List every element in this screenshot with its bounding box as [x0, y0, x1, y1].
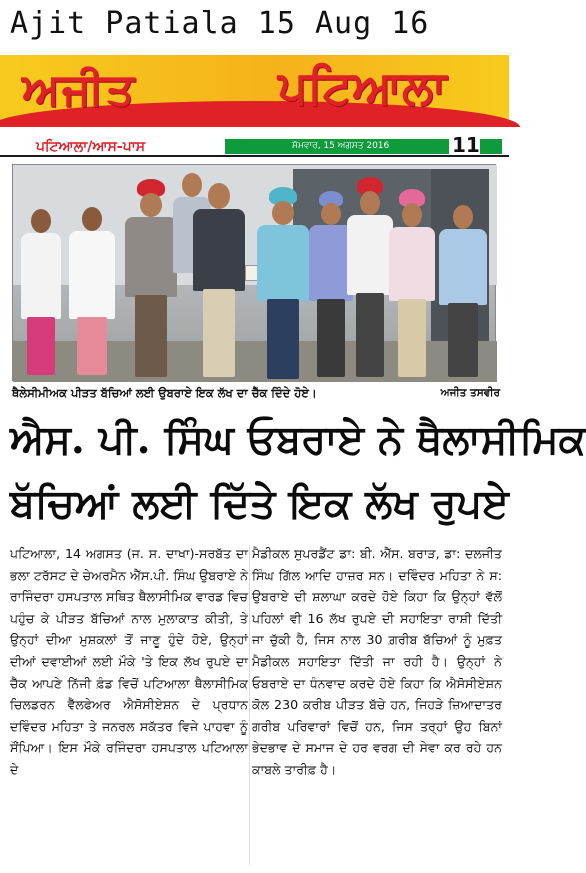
person-figure [389, 189, 435, 379]
person-figure [125, 179, 177, 379]
person-figure [347, 177, 393, 379]
article-left-column [10, 543, 248, 869]
news-photo [12, 164, 496, 381]
photo-caption: ਥੈਲੇਸੀਮੀਅਕ ਪੀੜਤ ਬੱਚਿਆਂ ਲਈ ਉਬਰਾਏ ਇਕ ਲੱਖ ਦਾ ਚੈੱਕ ਦਿੰਦੇ ਹੋਏ। [12, 386, 317, 400]
person-figure [69, 207, 115, 379]
person-figure [21, 209, 61, 379]
issue-date: ਸੋਮਵਾਰ, 15 ਅਗਸਤ 2016 [292, 141, 390, 151]
headline-line-2: ਬੱਚਿਆਂ ਲਈ ਦਿੱਤੇ ਇਕ ਲੱਖ ਰੁਪਏ [10, 480, 509, 527]
edition-name: ਪਟਿਆਲਾ [277, 60, 447, 114]
person-figure [193, 183, 245, 379]
page-tab [480, 139, 502, 154]
page-number: 11 [452, 133, 480, 157]
article-paragraph: ਪਟਿਆਲਾ, 14 ਅਗਸਤ (ਜ. ਸ. ਦਾਖਾ)-ਸਰਬੱਤ ਦਾ ਭਲਾ ਟਰੱਸਟ ਦੇ ਚੇਅਰਮੈਨ ਐੱਸ.ਪੀ. ਸਿੰਘ ਉਬਰਾਏ ਨੇ ਰਾਜਿੰਦਰਾ ਹਸਪਤਾਲ ਸਥਿਤ ਥੈਲਾਸੀਮਿਕ ਵਾਰਡ ਵਿਚ ਪਹੁੰਚ ਕੇ ਪੀੜਤ ਬੱਚਿਆਂ ਨਾਲ ਮੁਲਾਕਾਤ ਕੀਤੀ, ਤੇ ਉਨ੍ਹਾਂ ਦੀਆ ਮੁਸ਼ਕਲਾਂ ਤੋਂ ਜਾਣੂ ਹੁੰਦੇ ਹੋਏ, ਉਨ੍ਹਾਂ ਦੀਆਂ ਦਵਾਈਆਂ ਲਈ ਮੌਕੇ 'ਤੇ ਇਕ ਲੱਖ ਰੁਪਏ ਦਾ ਚੈੱਕ ਆਪਣੇ ਨਿੱਜੀ ਫ਼ੰਡ ਵਿਚੋਂ ਪਟਿਆਲਾ ਥੈਲਾਸੀਮਿਕ ਚਿਲਡਰਨ ਵੈੱਲਫੇਅਰ ਐਸੋਸੀਏਸ਼ਨ ਦੇ ਪ੍ਰਧਾਨ ਦਵਿੰਦਰ ਮਹਿਤਾ ਤੇ ਜਨਰਲ ਸਕੱਤਰ ਵਿਜੇ ਪਾਹਵਾ ਨੂੰ ਸੌਂਪਿਆ। ਇਸ ਮੌਕੇ ਰਜਿੰਦਰਾ ਹਸਪਤਾਲ ਪਟਿਆਲਾ ਦੇ [10, 546, 248, 777]
headline-line-1: ਐਸ. ਪੀ. ਸਿੰਘ ਓਬਰਾਏ ਨੇ ਥੈਲਾਸੀਮਿਕ [10, 416, 586, 463]
section-label: ਪਟਿਆਲਾ/ਆਸ-ਪਾਸ [36, 139, 146, 155]
person-figure [257, 187, 309, 379]
person-figure [439, 205, 487, 379]
newspaper-masthead [0, 55, 509, 127]
article-paragraph: ਮੈਡੀਕਲ ਸੁਪਰਡੈਂਟ ਡਾ: ਬੀ. ਐੱਸ. ਬਰਾੜ, ਡਾ: ਦਲਜੀਤ ਸਿੰਘ ਗਿੱਲ ਆਦਿ ਹਾਜ਼ਰ ਸਨ। ਦਵਿੰਦਰ ਮਹਿਤਾ ਨੇ ਸ: ਉਬਰਾਏ ਦੀ ਸ਼ਲਾਘਾ ਕਰਦੇ ਹੋਏ ਕਿਹਾ ਕਿ ਉਨ੍ਹਾਂ ਵੱਲੋਂ ਪਹਿਲਾਂ ਵੀ 16 ਲੱਖ ਰੁਪਏ ਦੀ ਸਹਾਇਤਾ ਰਾਸ਼ੀ ਦਿੱਤੀ ਜਾ ਚੁੱਕੀ ਹੈ, ਜਿਸ ਨਾਲ 30 ਗ਼ਰੀਬ ਬੱਚਿਆਂ ਨੂੰ ਮੁਫ਼ਤ ਮੈਡੀਕਲ ਸਹਾਇਤਾ ਦਿੱਤੀ ਜਾ ਰਹੀ ਹੈ। ਉਨ੍ਹਾਂ ਨੇ ਓਬਰਾਏ ਦਾ ਧੰਨਵਾਦ ਕਰਦੇ ਹੋਏ ਕਿਹਾ ਕਿ ਐਸੋਸੀਏਸ਼ਨ ਕੋਲ 230 ਕਰੀਬ ਪੀੜਤ ਬੱਚੇ ਹਨ, ਜਿਹੜੇ ਜ਼ਿਆਦਾਤਰ ਗਰੀਬ ਪਰਿਵਾਰਾਂ ਵਿਚੋਂ ਹਨ, ਜਿਸ ਤਰ੍ਹਾਂ ਉਹ ਬਿਨਾਂ ਭੇਦਭਾਵ ਦੇ ਸਮਾਜ ਦੇ ਹਰ ਵਰਗ ਦੀ ਸੇਵਾ ਕਰ ਰਹੇ ਹਨ ਕਾਬਲੇ ਤਾਰੀਫ਼ ਹੈ। [252, 546, 502, 777]
photo-credit: ਅਜੀਤ ਤਸਵੀਰ [440, 387, 500, 399]
brand-logo: ਅਜੀਤ [22, 64, 136, 115]
article-right-column [252, 543, 502, 869]
column-divider [249, 545, 250, 865]
image-caption: Ajit Patiala 15 Aug 16 [10, 6, 430, 41]
